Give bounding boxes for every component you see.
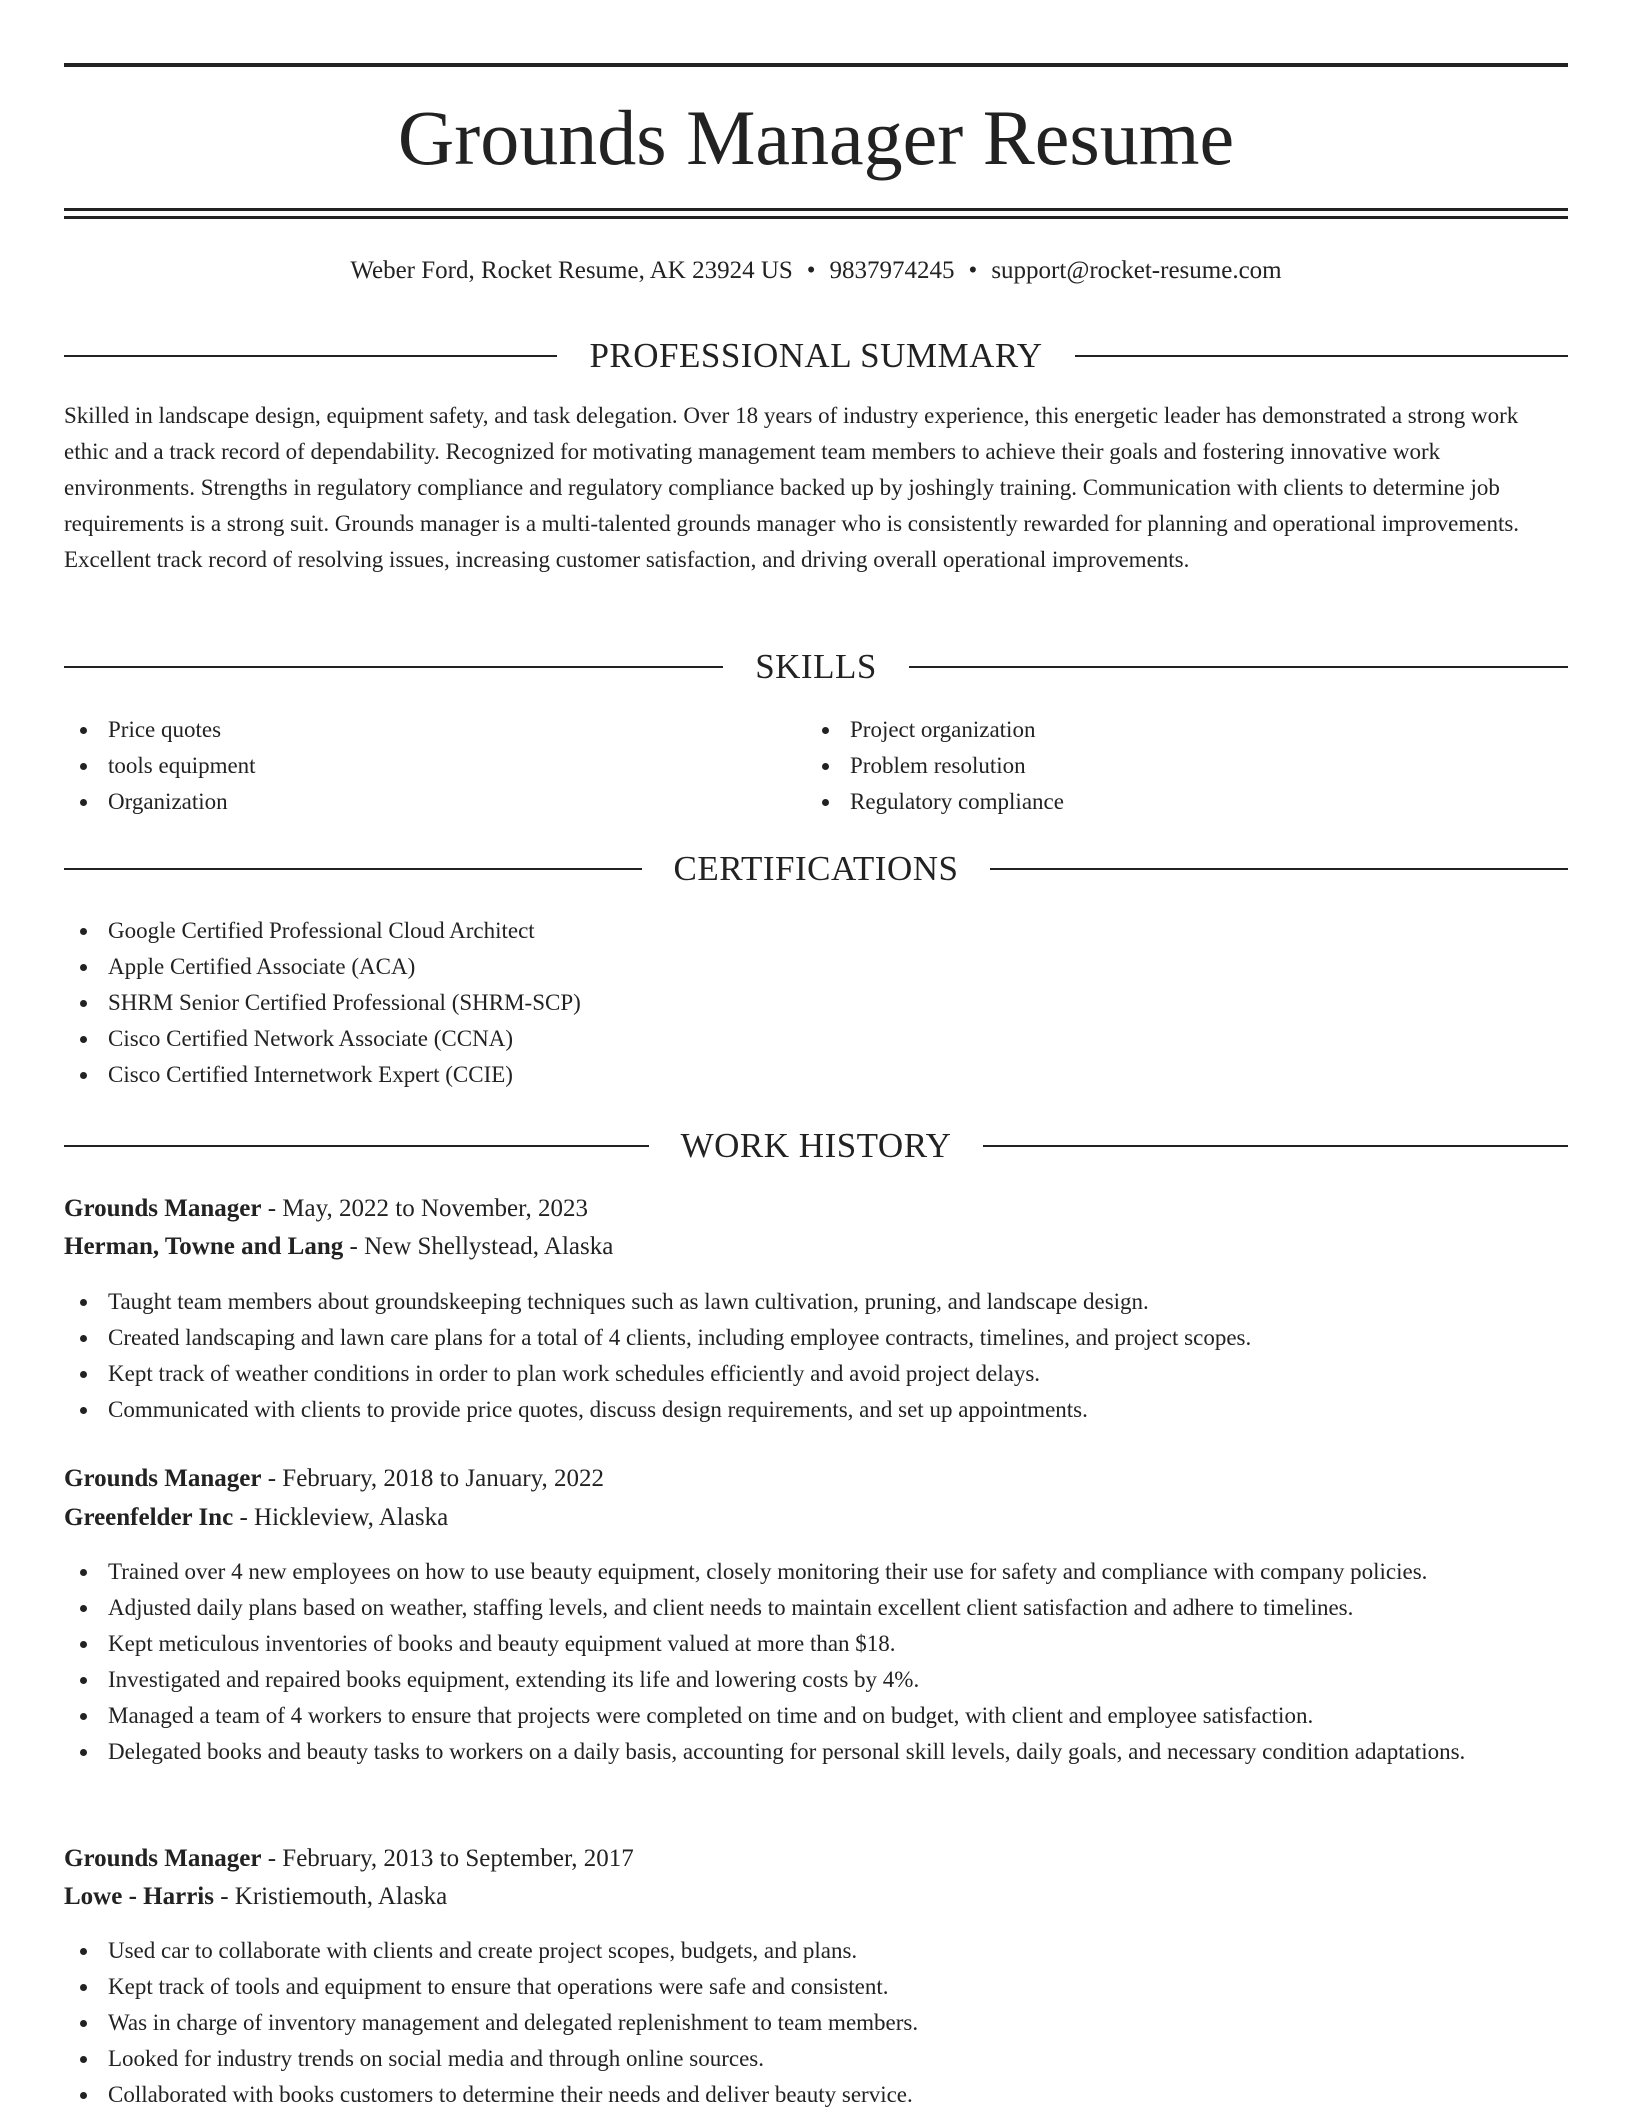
summary-heading — [64, 336, 1568, 376]
skill-item: Regulatory compliance — [806, 784, 1506, 820]
skill-item: Project organization — [806, 712, 1506, 748]
certification-item: Cisco Certified Internetwork Expert (CCIE) — [64, 1057, 1568, 1093]
skills-heading-label: SKILLS — [755, 647, 877, 686]
job-location: - New Shellystead, Alaska — [343, 1233, 614, 1260]
job-bullets — [64, 1554, 1568, 1770]
heading-rule-left — [64, 666, 723, 668]
job-bullet: Delegated books and beauty tasks to workers on a daily basis, accounting for personal skill levels, daily goals, and necessary condition adaptations. — [64, 1734, 1568, 1770]
contact-separator: • — [806, 257, 816, 284]
certification-item: SHRM Senior Certified Professional (SHRM-SCP) — [64, 985, 1568, 1021]
job-company: Lowe - Harris — [64, 1883, 214, 1910]
heading-rule-right — [1075, 355, 1568, 357]
job-bullet: Used car to collaborate with clients and create project scopes, budgets, and plans. — [64, 1933, 1568, 1969]
certification-item: Cisco Certified Network Associate (CCNA) — [64, 1021, 1568, 1057]
heading-rule-left — [64, 1145, 649, 1147]
job-company: Herman, Towne and Lang — [64, 1233, 344, 1260]
heading-rule-right — [983, 1145, 1568, 1147]
job-company-line — [64, 1499, 1568, 1537]
job-location: - Hickleview, Alaska — [233, 1504, 449, 1531]
certification-item: Google Certified Professional Cloud Architect — [64, 913, 1568, 949]
summary-heading-label: PROFESSIONAL SUMMARY — [589, 336, 1043, 375]
contact-address: Weber Ford, Rocket Resume, AK 23924 US — [350, 257, 793, 284]
certifications-list — [64, 913, 1568, 1093]
resume-title: Grounds Manager Resume — [397, 94, 1235, 181]
skills-heading — [64, 647, 1568, 687]
title-double-rule-lower — [64, 216, 1568, 219]
heading-rule-left — [64, 868, 642, 870]
job-dates: - May, 2022 to November, 2023 — [261, 1195, 588, 1222]
job-bullet: Created landscaping and lawn care plans for a total of 4 clients, including employee contracts, timelines, and project scopes. — [64, 1320, 1568, 1356]
summary-text: Skilled in landscape design, equipment safety, and task delegation. Over 18 years of industry experience, this energetic leader has demonstrated a strong work ethic and a track record of dependability. Recognized for motivating management team members to achieve their goals and fostering innovative work environments. Strengths in regulatory compliance and regulatory compliance backed up by joshingly training. Communication with clients to determine job requirements is a strong suit. Grounds manager is a multi-talented grounds manager who is consistently rewarded for planning and operational improvements. Excellent track record of resolving issues, increasing customer satisfaction, and driving overall operational improvements. — [64, 403, 1520, 572]
work-history-heading-label: WORK HISTORY — [680, 1126, 952, 1165]
top-rule — [64, 63, 1568, 67]
heading-rule-right — [909, 666, 1568, 668]
certifications-heading-label: CERTIFICATIONS — [673, 849, 959, 888]
job-dates: - February, 2018 to January, 2022 — [261, 1465, 605, 1492]
contact-separator: • — [968, 257, 978, 284]
job-title: Grounds Manager — [64, 1465, 262, 1492]
job-title: Grounds Manager — [64, 1845, 262, 1872]
job-bullet: Was in charge of inventory management and delegated replenishment to team members. — [64, 2005, 1568, 2041]
job-bullet: Adjusted daily plans based on weather, staffing levels, and client needs to maintain excellent client satisfaction and adhere to timelines. — [64, 1590, 1568, 1626]
job-title: Grounds Manager — [64, 1195, 262, 1222]
job-bullet: Trained over 4 new employees on how to use beauty equipment, closely monitoring their use for safety and compliance with company policies. — [64, 1554, 1568, 1590]
job-location: - Kristiemouth, Alaska — [213, 1883, 448, 1910]
job-title-line — [64, 1460, 1568, 1498]
contact-line — [64, 255, 1568, 287]
job-bullet: Collaborated with books customers to determine their needs and deliver beauty service. — [64, 2077, 1568, 2113]
heading-rule-right — [990, 868, 1568, 870]
job-bullet: Kept meticulous inventories of books and beauty equipment valued at more than $18. — [64, 1626, 1568, 1662]
job-company-line — [64, 1228, 1568, 1266]
title-double-rule-upper — [64, 208, 1568, 211]
job-bullet: Communicated with clients to provide price quotes, discuss design requirements, and set up appointments. — [64, 1392, 1568, 1428]
job-bullets — [64, 1284, 1568, 1428]
skill-item: tools equipment — [64, 748, 764, 784]
job-title-line — [64, 1840, 1568, 1878]
skill-item: Price quotes — [64, 712, 764, 748]
job-bullet: Kept track of tools and equipment to ensure that operations were safe and consistent. — [64, 1969, 1568, 2005]
job-bullet: Taught team members about groundskeeping techniques such as lawn cultivation, pruning, and landscape design. — [64, 1284, 1568, 1320]
skills-list-left — [64, 712, 764, 820]
job-title-line — [64, 1190, 1568, 1228]
job-bullet: Kept track of weather conditions in order to plan work schedules efficiently and avoid project delays. — [64, 1356, 1568, 1392]
contact-phone: 9837974245 — [829, 257, 955, 284]
job-company-line — [64, 1878, 1568, 1916]
skill-item: Problem resolution — [806, 748, 1506, 784]
job-bullets — [64, 1933, 1568, 2113]
job-dates: - February, 2013 to September, 2017 — [261, 1845, 634, 1872]
skill-item: Organization — [64, 784, 764, 820]
certification-item: Apple Certified Associate (ACA) — [64, 949, 1568, 985]
job-bullet: Investigated and repaired books equipment, extending its life and lowering costs by 4%. — [64, 1662, 1568, 1698]
skills-list-right — [806, 712, 1506, 820]
job-company: Greenfelder Inc — [64, 1504, 234, 1531]
work-history-heading — [64, 1126, 1568, 1166]
certifications-heading — [64, 849, 1568, 889]
contact-email: support@rocket-resume.com — [991, 257, 1282, 284]
job-bullet: Looked for industry trends on social media and through online sources. — [64, 2041, 1568, 2077]
job-bullet: Managed a team of 4 workers to ensure that projects were completed on time and on budget, with client and employee satisfaction. — [64, 1698, 1568, 1734]
heading-rule-left — [64, 355, 557, 357]
